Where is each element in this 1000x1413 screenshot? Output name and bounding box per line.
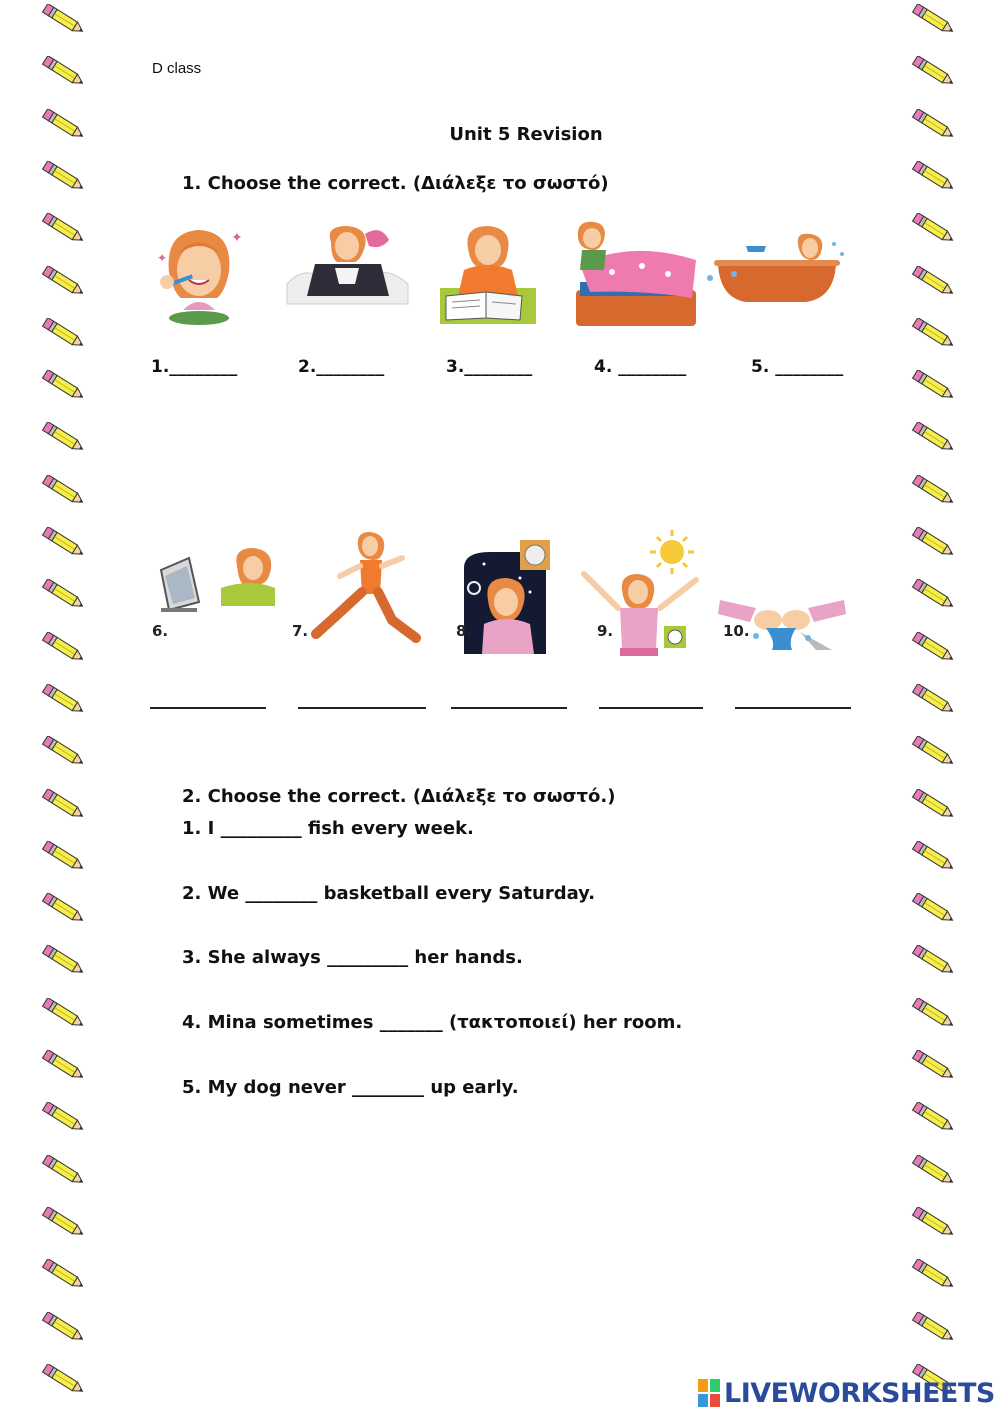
pencil-icon [36,579,88,609]
answer-line-9[interactable] [599,707,703,709]
pencil-icon [906,475,958,505]
liveworksheets-logo [698,1376,995,1410]
pencil-icon [36,213,88,243]
svg-text:✦: ✦ [231,230,243,246]
picture-number-6: 6. [152,622,169,640]
picture-number-10: 10. [723,622,750,640]
girl-dressing-picture [285,224,410,306]
pencil-icon [906,4,958,34]
pencil-icon [906,1050,958,1080]
pencil-icon [906,1155,958,1185]
pencil-icon [906,684,958,714]
girl-running-picture [306,530,426,648]
pencil-icon [36,1364,88,1394]
pencil-icon [36,318,88,348]
pencil-icon [36,684,88,714]
page-title: Unit 5 Revision [449,124,603,145]
girl-brushing-teeth-picture [155,222,245,326]
pencil-icon [36,4,88,34]
pencil-icon [36,527,88,557]
logo-text: LIVEWORKSHEETS [724,1377,995,1409]
girl-making-bed-picture [572,220,702,330]
answer-blank-1[interactable]: 1.________ [151,357,238,377]
pencil-icon [36,370,88,400]
pencil-icon [36,266,88,296]
pencil-icon [36,1155,88,1185]
pencil-icon [906,632,958,662]
sentence-4[interactable]: 4. Mina sometimes _______ (τακτοποιεί) her room. [182,1012,683,1033]
right-pencil-border [898,0,958,1413]
pencil-icon [906,266,958,296]
pencil-icon [906,998,958,1028]
pencil-icon [906,945,958,975]
pencil-icon [36,998,88,1028]
pencil-icon [906,789,958,819]
pencil-icon [906,370,958,400]
pencil-icon [36,841,88,871]
pencil-icon [36,632,88,662]
picture-number-7: 7. [292,622,309,640]
pencil-icon [906,161,958,191]
answer-blank-5[interactable]: 5. ________ [751,357,844,377]
left-pencil-border [28,0,88,1413]
answer-blank-3[interactable]: 3.________ [446,357,533,377]
sentence-3[interactable]: 3. She always _________ her hands. [182,947,523,968]
pencil-icon [36,945,88,975]
pencil-icon [36,1050,88,1080]
pencil-icon [906,736,958,766]
answer-blank-2[interactable]: 2.________ [298,357,385,377]
girl-going-to-sleep-picture [460,538,552,656]
answer-line-6[interactable] [150,707,266,709]
answer-blank-4[interactable]: 4. ________ [594,357,687,377]
sentence-1[interactable]: 1. I _________ fish every week. [182,818,474,839]
pencil-icon [36,56,88,86]
pencil-icon [906,318,958,348]
pencil-icon [36,1312,88,1342]
pencil-icon [906,213,958,243]
pencil-icon [906,1259,958,1289]
pencil-icon [36,1207,88,1237]
exercise-1-heading: 1. Choose the correct. (Διάλεξε το σωστό) [182,173,609,194]
pencil-icon [36,893,88,923]
pencil-icon [906,579,958,609]
pencil-icon [906,1207,958,1237]
girl-doing-homework-picture [438,226,538,326]
pencil-icon [36,789,88,819]
picture-number-9: 9. [597,622,614,640]
liveworksheets-logo-icon [698,1379,720,1407]
pencil-icon [906,841,958,871]
pencil-icon [36,736,88,766]
pencil-icon [906,1312,958,1342]
pencil-icon [906,1102,958,1132]
pencil-icon [906,527,958,557]
pencil-icon [36,161,88,191]
sentence-5[interactable]: 5. My dog never ________ up early. [182,1077,519,1098]
pencil-icon [906,422,958,452]
pencil-icon [36,1259,88,1289]
girl-in-bath-picture [706,232,846,308]
answer-line-10[interactable] [735,707,851,709]
pencil-icon [906,893,958,923]
class-label: D class [152,60,202,77]
svg-text:✦: ✦ [157,251,168,265]
pencil-icon [906,56,958,86]
pencil-icon [36,475,88,505]
sentence-2[interactable]: 2. We ________ basketball every Saturday. [182,883,596,904]
pencil-icon [36,1102,88,1132]
answer-line-8[interactable] [451,707,567,709]
picture-number-8: 8. [456,622,473,640]
pencil-icon [36,422,88,452]
answer-line-7[interactable] [298,707,426,709]
girl-at-computer-picture [155,548,277,618]
exercise-2-heading: 2. Choose the correct. (Διάλεξε το σωστό.) [182,786,616,807]
